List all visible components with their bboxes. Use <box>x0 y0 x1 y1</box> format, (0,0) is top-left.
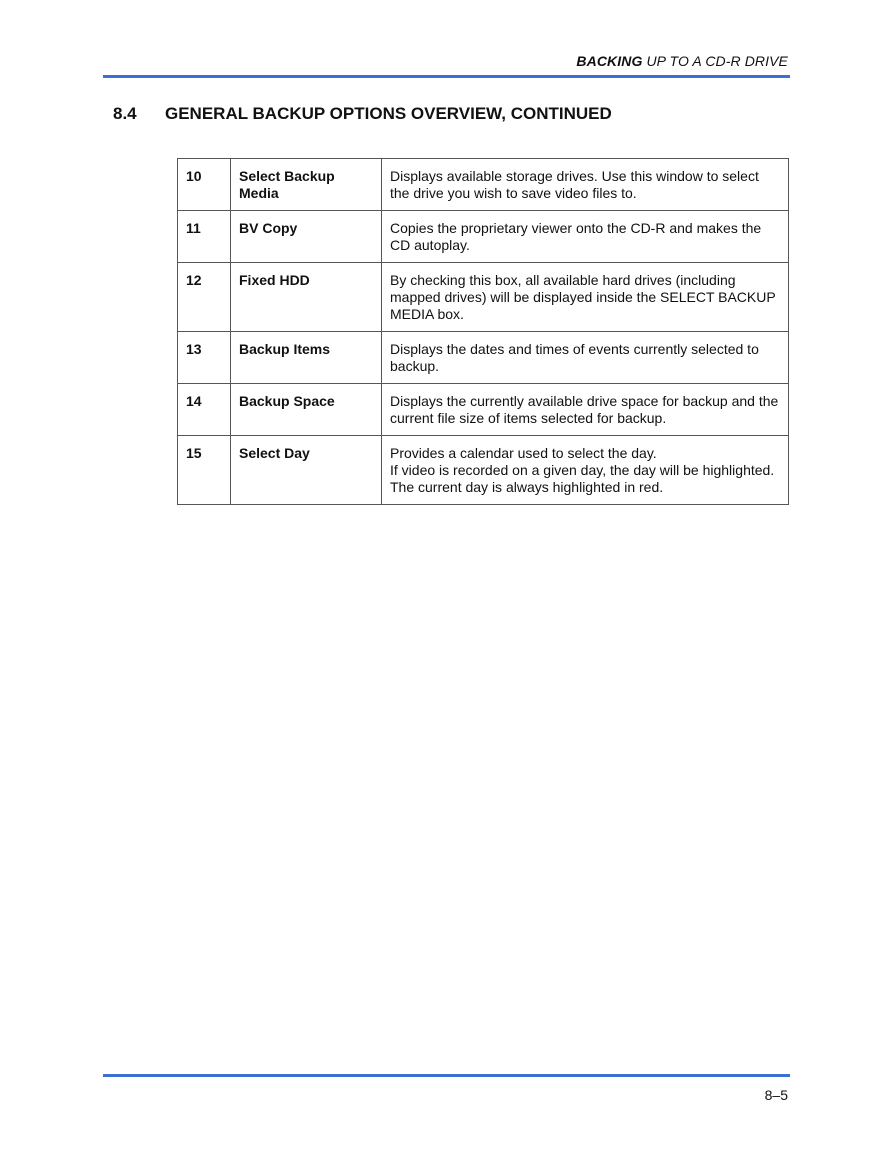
option-number: 11 <box>178 211 231 263</box>
table-row <box>178 436 789 505</box>
option-name: Select Backup Media <box>231 159 382 211</box>
description-line: By checking this box, all available hard drives (including mapped drives) will be displayed inside the SELECT BACKUP MEDIA box. <box>390 272 776 322</box>
option-name: Fixed HDD <box>231 263 382 332</box>
footer-rule <box>103 1074 790 1077</box>
option-name: Select Day <box>231 436 382 505</box>
section-number: 8.4 <box>113 104 137 123</box>
option-description <box>382 384 789 436</box>
description-line: Provides a calendar used to select the day. <box>390 445 657 461</box>
option-number: 13 <box>178 332 231 384</box>
option-description <box>382 263 789 332</box>
running-header <box>576 53 788 69</box>
option-number: 10 <box>178 159 231 211</box>
option-number: 12 <box>178 263 231 332</box>
description-line: If video is recorded on a given day, the day will be highlighted. The current day is always highlighted in red. <box>390 462 775 495</box>
section-title: GENERAL BACKUP OPTIONS OVERVIEW, CONTINUED <box>165 104 612 123</box>
table-row <box>178 159 789 211</box>
description-line: Displays the currently available drive space for backup and the current file size of items selected for backup. <box>390 393 779 426</box>
running-header-rest: UP TO A CD-R DRIVE <box>642 53 788 69</box>
description-line: Displays available storage drives. Use this window to select the drive you wish to save video files to. <box>390 168 759 201</box>
description-line: Displays the dates and times of events currently selected to backup. <box>390 341 759 374</box>
options-table <box>177 158 789 505</box>
page-number: 8–5 <box>764 1087 788 1103</box>
option-description <box>382 332 789 384</box>
option-name: Backup Space <box>231 384 382 436</box>
table-row <box>178 211 789 263</box>
option-name: Backup Items <box>231 332 382 384</box>
header-rule <box>103 75 790 78</box>
section-heading <box>113 104 612 124</box>
option-name: BV Copy <box>231 211 382 263</box>
table-row <box>178 384 789 436</box>
option-description <box>382 211 789 263</box>
table-row <box>178 263 789 332</box>
description-line: Copies the proprietary viewer onto the CD-R and makes the CD autoplay. <box>390 220 762 253</box>
option-number: 15 <box>178 436 231 505</box>
option-description <box>382 436 789 505</box>
option-description <box>382 159 789 211</box>
option-number: 14 <box>178 384 231 436</box>
running-header-bold: BACKING <box>576 53 643 69</box>
table-row <box>178 332 789 384</box>
